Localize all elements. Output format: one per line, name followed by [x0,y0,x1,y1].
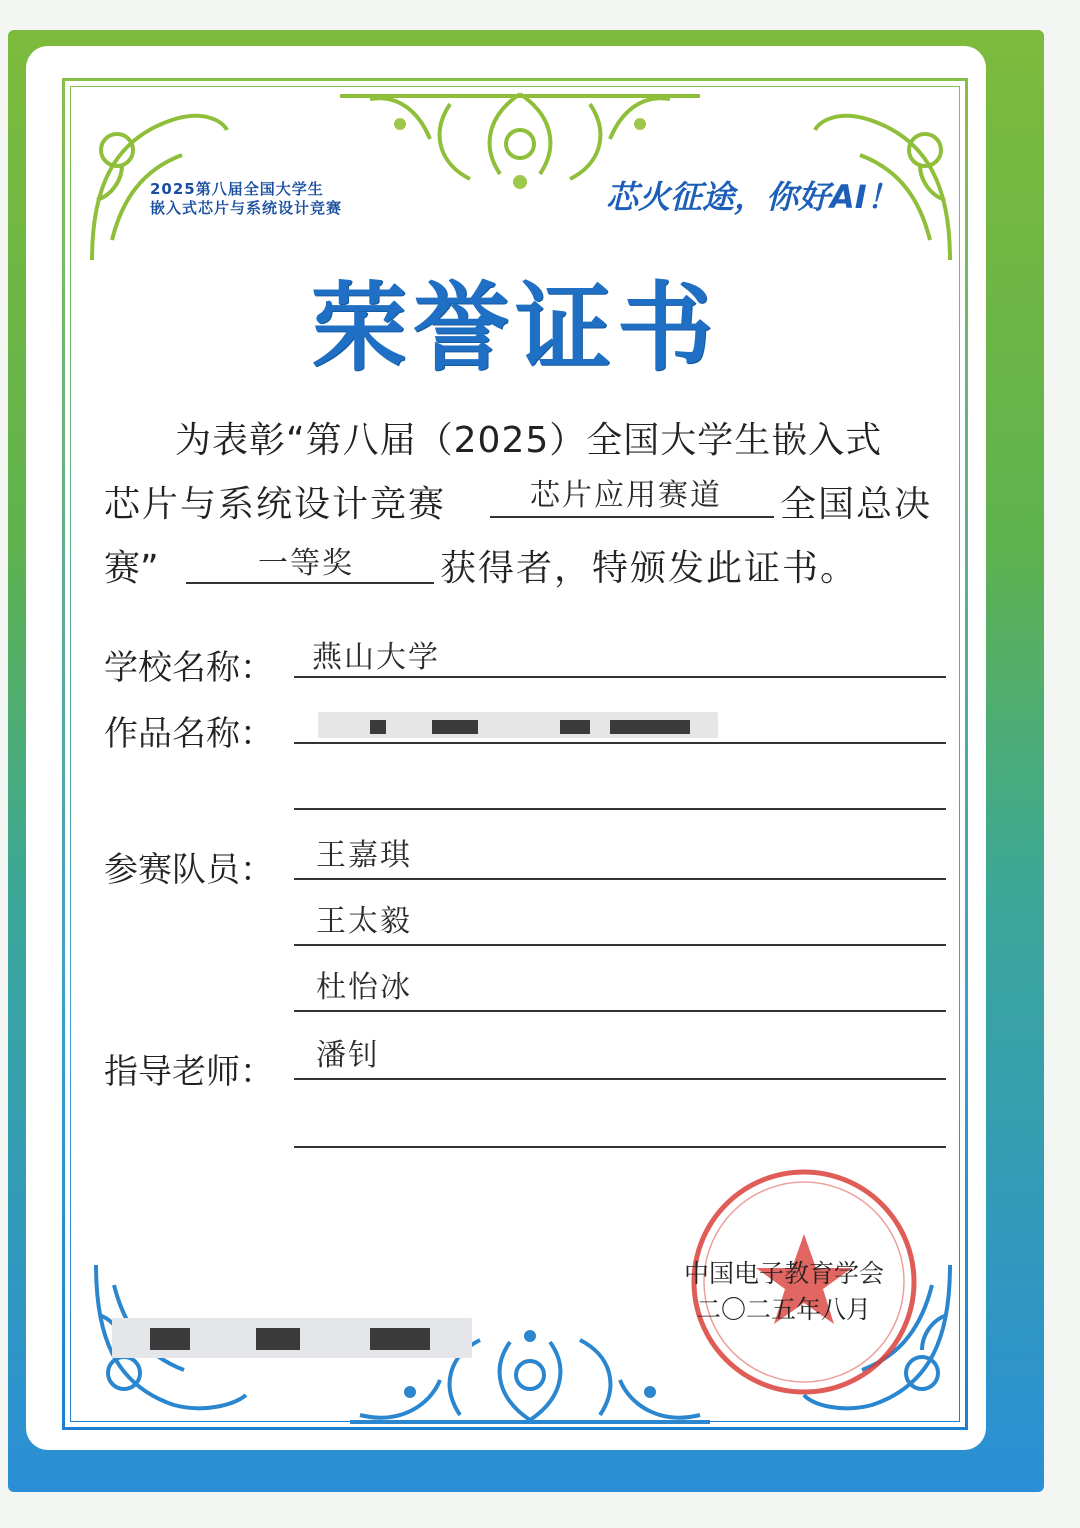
advisor-value: 潘钊 [316,1038,380,1073]
citation-line-3-suffix: 获得者，特颁发此证书。 [440,548,859,589]
certificate-title: 荣誉证书 [311,271,719,384]
advisor-underline-2 [294,1146,946,1148]
redaction-mark [432,720,478,734]
work-label: 作品名称： [104,714,274,754]
citation-line-2-suffix: 全国总决 [780,484,933,525]
citation-line-3-prefix: 赛” [104,548,159,589]
redaction-mark [610,720,690,734]
member-3-underline [294,1010,946,1012]
advisor-label: 指导老师： [104,1052,274,1092]
advisor-underline [294,1078,946,1080]
slogan: 芯火征途，你好AI！ [606,178,899,216]
school-underline [294,676,946,678]
competition-name [150,180,342,218]
member-1-underline [294,878,946,880]
issuer-organization: 中国电子教育学会 [684,1259,885,1288]
citation-line-2-prefix: 芯片与系统设计竞赛 [104,484,447,525]
school-label: 学校名称： [104,648,274,688]
member-2-underline [294,944,946,946]
member-3: 杜怡冰 [316,970,412,1005]
redaction-mark [560,720,590,734]
redaction-mark [370,720,386,734]
competition-name-line1: 2025第八届全国大学生 [150,180,324,198]
redaction-mark [370,1328,430,1350]
member-2: 王太毅 [316,904,412,939]
work-underline-1 [294,742,946,744]
track-value: 芯片应用赛道 [530,478,722,513]
school-value: 燕山大学 [312,640,440,675]
award-value: 一等奖 [258,546,354,581]
track-underline [490,516,774,518]
member-1: 王嘉琪 [316,838,412,873]
work-underline-2 [294,808,946,810]
members-label: 参赛队员： [104,850,274,890]
competition-name-line2: 嵌入式芯片与系统设计竞赛 [150,199,343,217]
issue-date: 二〇二五年八月 [696,1295,872,1324]
award-underline [186,582,434,584]
redaction-mark [256,1328,300,1350]
redaction-mark [150,1328,190,1350]
citation-line-1: 为表彰“第八届（2025）全国大学生嵌入式 [175,420,883,461]
